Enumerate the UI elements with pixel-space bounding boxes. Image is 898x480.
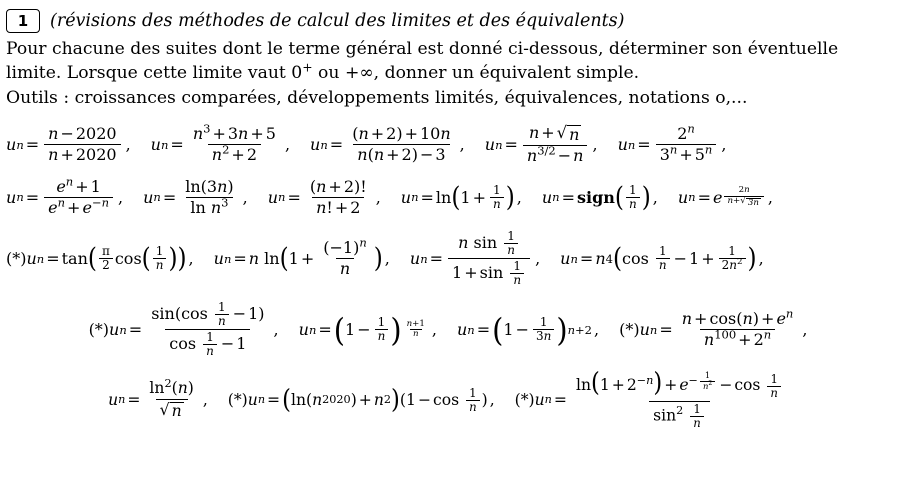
formula-f7: u n = $\frac{\ln(3n)}{\ln n^3}$ , [143,177,248,217]
formula-f9: u n = ln ( 1 + $\frac{1}{n}$ ) , [400,181,522,214]
fraction: $\frac{\ln(3n)}{\ln n^3}$ [185,177,234,217]
formula-f6: u n = $\frac{e^n + 1}{e^n + e^{-n}}$ , [6,174,124,217]
formula-f20: u n = $\ln^2(n)$ √ n , [108,377,208,420]
formula-f15: u n = n 4 ( cos $\frac{1}{n}$ − 1 + $\frac{1}{2n^2}$ ) , [560,243,764,275]
exercise-statement [0,33,898,110]
formula-f21: (*) u n = ( ln( n 2020 ) + n 2 ) ( 1 − cos $\frac{1}{n}$ ) , [227,385,495,416]
fraction: $\frac{2^n}{3^n + 5^n}$ [656,125,717,164]
statement-line-3: Outils : croissances comparées, développements limités, équivalences, notations o,... [6,87,748,108]
formula-f13: u n = n ln ( 1 + $\frac{(-1)^n}{n}$ ) , [213,236,390,279]
formula-f8: u n = $\frac{(n + 2)!}{n! + 2}$ , [267,177,381,217]
formula-f14: u n = n sin $\frac{1}{n}$ 1 + sin $\frac{1}{n}$ , [409,228,541,288]
fraction: $\frac{n - 2020}{n + 2020}$ [44,125,120,164]
formula-f3: u n = $\frac{(n + 2) + 10n}{n(n + 2) - 3}$ , [310,124,465,165]
fraction: $\frac{e^n + 1}{e^n + e^{-n}}$ [44,178,113,217]
formula-f19: (*) u n = $\frac{n + \cos(n) + e^n}{n^{100} + 2^n}$ , [619,306,808,350]
fraction: $\ln^2(n)$ √ n [149,377,194,420]
exercise-title: (révisions des méthodes de calcul des limites et des équivalents) [50,11,625,31]
formula-row-4 [6,301,892,359]
fraction: n sin $\frac{1}{n}$ 1 + sin $\frac{1}{n}$ [448,230,530,288]
fraction: n + √ n $n^{3/2} - n$ [523,124,588,165]
formula-f5: u n = $\frac{2^n}{3^n + 5^n}$ , [617,121,727,165]
statement-line-2a: limite. Lorsque cette limite vaut 0 [6,63,303,84]
formula-f17: u n = ( 1 − $\frac{1}{n}$ ) $\frac{n+1}{n}$ , [298,310,437,349]
formula-row-5 [6,368,892,430]
fraction: $\ln(1 + 2^{-n}) + e^{- \frac{1}{n^2}}$ − cos $\frac{1}{n}$ $\sin^2$ $\frac{1}{n}$ [572,371,787,429]
formula-f4: u n = n + √ n $n^{3/2} - n$ , [484,123,598,166]
formula-f18: u n = ( 1 − $\frac{1}{3n}$ ) n+2 , [456,310,600,349]
formula-f16: (*) u n = sin(cos $\frac{1}{n}$ − 1) cos $\frac{1}{n}$ − 1 , [88,299,279,359]
formula-f12: (*) u n = tan ( $\frac{\pi}{2}$ cos ( $\frac{1}{n}$ ) ) , [6,243,194,275]
formula-f11: u n = e 2n n+ √ 3n , [677,185,773,208]
fraction: sin(cos $\frac{1}{n}$ − 1) cos $\frac{1}{n}$ − 1 [151,299,265,359]
formula-list [0,110,898,429]
fraction: $\frac{(n + 2)!}{n! + 2}$ [309,177,367,217]
statement-plus-exponent: + [302,60,313,75]
statement-line-2b: ou +∞, donner un équivalent simple. [312,63,640,84]
fraction: $\frac{n + \cos(n) + e^n}{n^{100} + 2^n}$ [681,306,794,350]
formula-row-1 [6,121,892,166]
formula-row-2 [6,174,892,217]
fraction: $\frac{n^3 + 3n + 5}{n^2 + 2}$ [192,121,276,165]
statement-line-1: Pour chacune des suites dont le terme général est donné ci-dessous, déterminer son éventuelle [6,39,839,59]
exercise-header [0,0,898,33]
formula-f2: u n = $\frac{n^3 + 3n + 5}{n^2 + 2}$ , [150,121,291,165]
formula-row-3 [6,230,892,288]
formula-f1: u n = $\frac{n - 2020}{n + 2020}$ , [6,124,131,165]
formula-f22: (*) u n = $\ln(1 + 2^{-n}) + e^{- \frac{1}{n^2}}$ − cos $\frac{1}{n}$ $\sin^2$ $\frac{1}{n}$ [515,371,790,429]
exercise-number-badge: 1 [6,9,40,33]
formula-f10: u n = sign ( $\frac{1}{n}$ ) , [541,181,658,214]
statement-line-2 [6,61,890,85]
fraction: $\frac{(n + 2) + 10n}{n(n + 2) - 3}$ [352,124,451,165]
